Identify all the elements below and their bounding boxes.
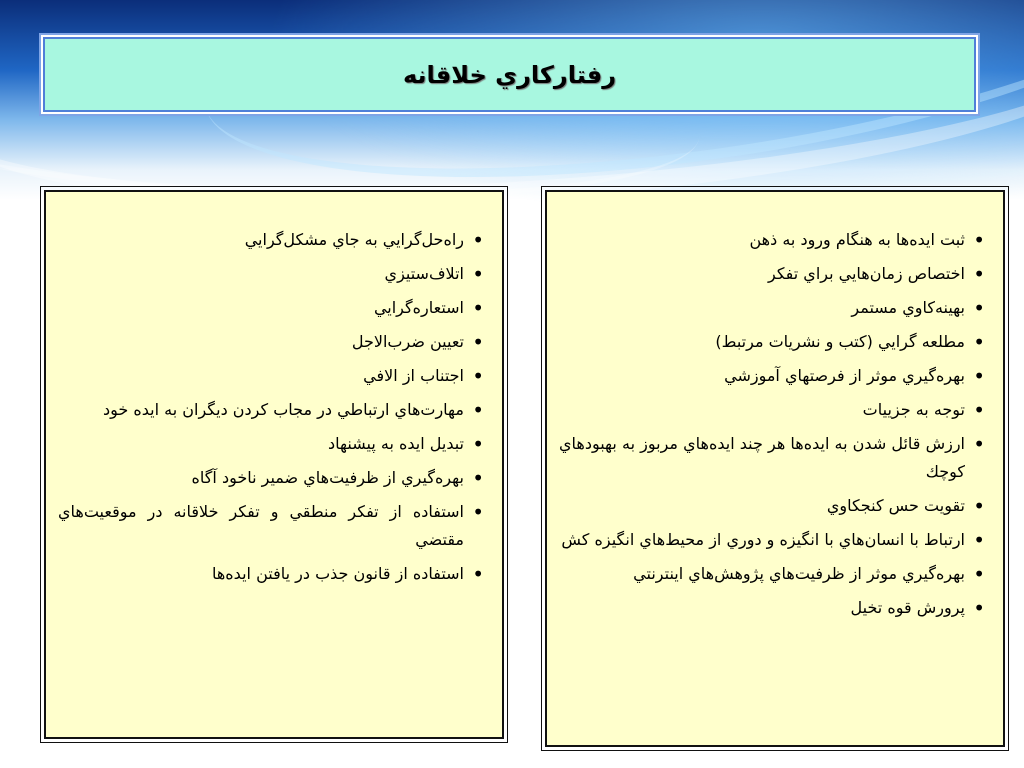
list-item: • تعيين ضرب‌الاجل [58, 328, 488, 356]
list-item: • ارزش قائل شدن به ايده‌ها هر چند ايده‌هاي مربوز به بهبودهاي کوچك [559, 430, 989, 486]
list-item: • ارتباط با انسان‌هاي با انگيزه و دوري از محيط‌هاي انگيزه کش [559, 526, 989, 554]
slide-title: رفتارکاري خلاقانه [402, 60, 617, 89]
list-item: • مطلعه گرايي (کتب و نشريات مرتبط) [559, 328, 989, 356]
list-item: • راه‌حل‌گرايي به جاي مشکل‌گرايي [58, 226, 488, 254]
slide-title-box [43, 37, 976, 112]
list-item: • بهره‌گيري موثر از ظرفيت‌هاي پژوهش‌هاي اينترنتي [559, 560, 989, 588]
list-item: • اختصاص زمان‌هايي براي تفکر [559, 260, 989, 288]
right-panel [545, 190, 1005, 747]
list-item: • توجه به جزييات [559, 396, 989, 424]
list-item: • استفاده از قانون جذب در يافتن ايده‌ها [58, 560, 488, 588]
list-item: • ثبت ايده‌ها به هنگام ورود به ذهن [559, 226, 989, 254]
list-item: • تقويت حس کنجکاوي [559, 492, 989, 520]
list-item: • پرورش قوه تخيل [559, 594, 989, 622]
list-item: • اجتناب از الافي [58, 362, 488, 390]
list-item: • مهارت‌هاي ارتباطي در مجاب کردن ديگران به ايده خود [58, 396, 488, 424]
list-item: • اتلاف‌ستيزي [58, 260, 488, 288]
left-bullet-list [58, 226, 488, 588]
left-panel [44, 190, 504, 739]
list-item: • بهره‌گيري از ظرفيت‌هاي ضمير ناخود آگاه [58, 464, 488, 492]
list-item: • استعاره‌گرايي [58, 294, 488, 322]
list-item: • بهينه‌کاوي مستمر [559, 294, 989, 322]
list-item: • بهره‌گيري موثر از فرصتهاي آموزشي [559, 362, 989, 390]
right-bullet-list [559, 226, 989, 622]
list-item: • استفاده از تفکر منطقي و تفکر خلاقانه در موقعيت‌هاي مقتضي [58, 498, 488, 554]
list-item: • تبديل ايده به پيشنهاد [58, 430, 488, 458]
